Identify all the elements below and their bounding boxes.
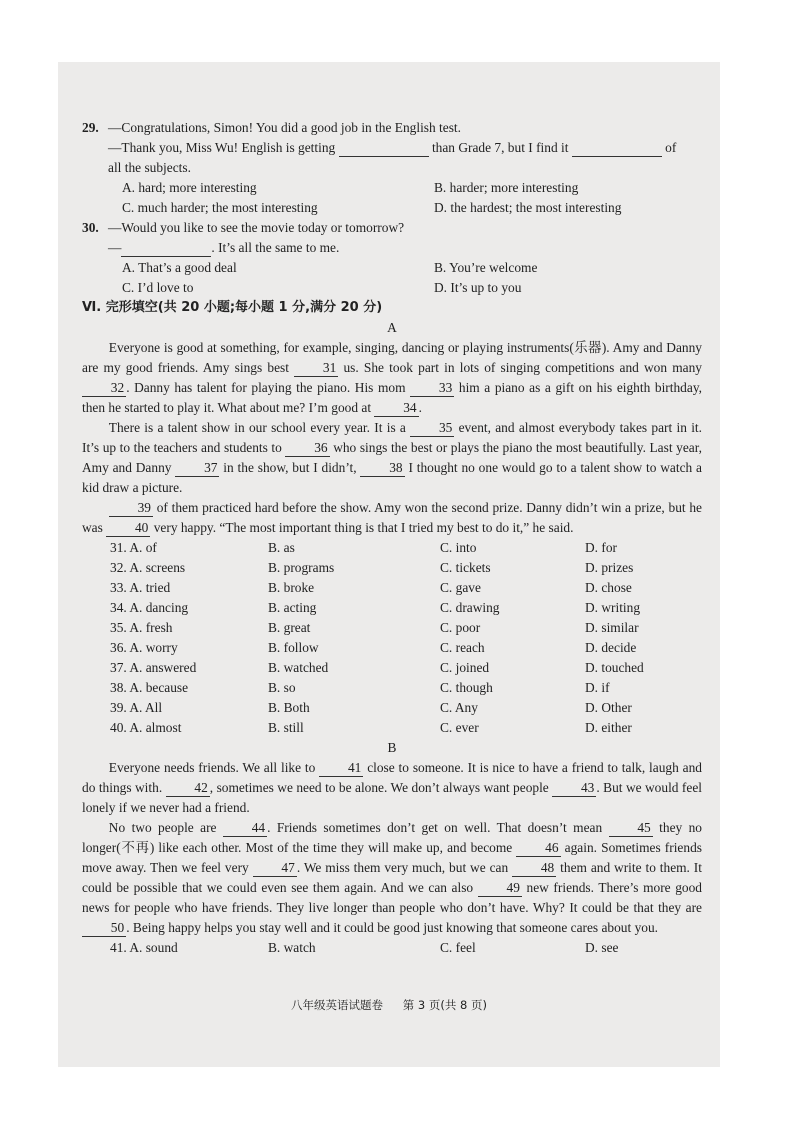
option-33-a[interactable]: 33. A. tried <box>110 580 171 595</box>
options-37 <box>82 658 702 678</box>
option-36-a[interactable]: 36. A. worry <box>110 640 178 655</box>
text-run: Everyone needs friends. We all like to <box>108 760 320 775</box>
text-run: him a piano as a gift on his eighth birthday, then he started to play it. What about me? I’m good at <box>82 380 702 415</box>
q30-blank <box>121 240 211 257</box>
q30-option-b[interactable]: B. You’re welcome <box>434 260 538 275</box>
text-run: Everyone is good at something, for example, singing, dancing or playing instruments(乐器). Amy and Danny are my good friends. Amy sings best <box>82 340 702 375</box>
text-run: I thought no one would go to a talent show to watch a kid draw a picture. <box>82 460 703 495</box>
option-40-b[interactable]: B. still <box>268 720 304 735</box>
blank-36[interactable]: 36 <box>285 440 329 457</box>
option-37-c[interactable]: C. joined <box>440 660 490 675</box>
option-40-d[interactable]: D. either <box>585 720 632 735</box>
blank-31[interactable]: 31 <box>294 360 338 377</box>
options-38 <box>82 678 702 698</box>
passage-a-p1 <box>82 338 702 418</box>
text-run: . Danny has talent for playing the piano. His mom <box>126 380 411 395</box>
option-37-b[interactable]: B. watched <box>268 660 329 675</box>
q30-prompt: —Would you like to see the movie today or tomorrow? <box>108 220 405 235</box>
option-31-d[interactable]: D. for <box>585 540 617 555</box>
section-title: Ⅵ. 完形填空(共 20 小题;每小题 1 分,满分 20 分) <box>82 300 383 315</box>
option-37-d[interactable]: D. touched <box>585 660 644 675</box>
options-31 <box>82 538 702 558</box>
options-33 <box>82 578 702 598</box>
option-35-c[interactable]: C. poor <box>440 620 481 635</box>
option-41-c[interactable]: C. feel <box>440 940 476 955</box>
passage-b-p2 <box>82 818 702 938</box>
blank-43[interactable]: 43 <box>552 780 596 797</box>
q29-option-a[interactable]: A. hard; more interesting <box>122 180 257 195</box>
option-33-c[interactable]: C. gave <box>440 580 481 595</box>
option-38-a[interactable]: 38. A. because <box>110 680 189 695</box>
option-34-b[interactable]: B. acting <box>268 600 317 615</box>
blank-38[interactable]: 38 <box>360 460 404 477</box>
option-36-b[interactable]: B. follow <box>268 640 319 655</box>
option-38-c[interactable]: C. though <box>440 680 493 695</box>
option-36-d[interactable]: D. decide <box>585 640 637 655</box>
q29-options-row1 <box>82 178 702 198</box>
option-35-a[interactable]: 35. A. fresh <box>110 620 173 635</box>
text-run: very happy. “The most important thing is that I tried my best to do it,” he said. <box>150 520 574 535</box>
q29-blank-2 <box>572 140 662 157</box>
text-run: of them practiced hard before the show. Amy won the second prize. Danny didn’t win a prize, but he was <box>82 500 702 535</box>
option-41-d[interactable]: D. see <box>585 940 619 955</box>
options-34 <box>82 598 702 618</box>
option-40-a[interactable]: 40. A. almost <box>110 720 182 735</box>
q29-option-c[interactable]: C. much harder; the most interesting <box>122 200 318 215</box>
blank-47[interactable]: 47 <box>253 860 297 877</box>
q29-number: 29. <box>82 120 99 135</box>
q30-reply: . It’s all the same to me. <box>211 240 340 255</box>
option-41-a[interactable]: 41. A. sound <box>110 940 178 955</box>
blank-44[interactable]: 44 <box>223 820 267 837</box>
q30-line2 <box>82 238 702 258</box>
text-run: them and write to them. It could be possible that we could even see them again. And we can also <box>82 860 702 895</box>
text-run: . But we would feel lonely if we never had a friend. <box>82 780 702 815</box>
option-32-a[interactable]: 32. A. screens <box>110 560 186 575</box>
option-38-d[interactable]: D. if <box>585 680 610 695</box>
blank-39[interactable]: 39 <box>109 500 153 517</box>
option-31-c[interactable]: C. into <box>440 540 477 555</box>
option-35-b[interactable]: B. great <box>268 620 311 635</box>
footer-page-number: 第 3 页(共 8 页) <box>402 998 487 1012</box>
q30-option-c[interactable]: C. I’d love to <box>122 280 194 295</box>
q30-option-d[interactable]: D. It’s up to you <box>434 280 522 295</box>
text-run: again. Sometimes friends move away. Then we feel very <box>82 840 702 875</box>
blank-41[interactable]: 41 <box>319 760 363 777</box>
text-run: No two people are <box>108 820 223 835</box>
option-39-c[interactable]: C. Any <box>440 700 478 715</box>
option-39-b[interactable]: B. Both <box>268 700 310 715</box>
text-run: . <box>418 400 422 415</box>
footer-title: 八年级英语试题卷 <box>291 998 384 1012</box>
option-31-b[interactable]: B. as <box>268 540 295 555</box>
options-40 <box>82 718 702 738</box>
blank-40[interactable]: 40 <box>106 520 150 537</box>
passage-a-p3 <box>82 498 702 538</box>
q29-line1 <box>82 118 702 138</box>
option-32-c[interactable]: C. tickets <box>440 560 491 575</box>
passage-b-p1 <box>82 758 702 818</box>
option-35-d[interactable]: D. similar <box>585 620 639 635</box>
option-40-c[interactable]: C. ever <box>440 720 479 735</box>
option-36-c[interactable]: C. reach <box>440 640 485 655</box>
option-37-a[interactable]: 37. A. answered <box>110 660 197 675</box>
q30-number: 30. <box>82 220 99 235</box>
blank-37[interactable]: 37 <box>175 460 219 477</box>
option-33-d[interactable]: D. chose <box>585 580 632 595</box>
q30-line1 <box>82 218 702 238</box>
text-run: , sometimes we need to be alone. We don’t always want people <box>209 780 553 795</box>
text-run: new friends. There’s more good news for people who have friends. They live longer than people who don’t have. Why? It could be that they are <box>82 880 702 915</box>
text-run: who sings the best or plays the piano the most beautifully. Last year, Amy and Danny <box>82 440 702 475</box>
q30-dash: — <box>108 240 122 255</box>
option-32-d[interactable]: D. prizes <box>585 560 634 575</box>
option-41-b[interactable]: B. watch <box>268 940 316 955</box>
passage-a-p2 <box>82 418 702 498</box>
option-34-a[interactable]: 34. A. dancing <box>110 600 189 615</box>
option-34-c[interactable]: C. drawing <box>440 600 500 615</box>
blank-46[interactable]: 46 <box>516 840 560 857</box>
options-41 <box>82 938 702 958</box>
blank-49[interactable]: 49 <box>478 880 522 897</box>
q29-option-b[interactable]: B. harder; more interesting <box>434 180 579 195</box>
option-31-a[interactable]: 31. A. of <box>110 540 157 555</box>
text-run: event, and almost everybody takes part in it. It’s up to the teachers and students to <box>82 420 702 455</box>
option-39-a[interactable]: 39. A. All <box>110 700 163 715</box>
text-run: in the show, but I didn’t, <box>219 460 361 475</box>
option-32-b[interactable]: B. programs <box>268 560 335 575</box>
passage-a-label: A <box>387 320 397 335</box>
q30-options-row2 <box>82 278 702 298</box>
option-38-b[interactable]: B. so <box>268 680 296 695</box>
q29-reply-a: —Thank you, Miss Wu! English is getting <box>108 140 336 155</box>
text-run: us. She took part in lots of singing competitions and won many <box>338 360 702 375</box>
text-run: . We miss them very much, but we can <box>296 860 513 875</box>
blank-42[interactable]: 42 <box>166 780 210 797</box>
text-run: . Friends sometimes don’t get on well. That doesn’t mean <box>267 820 609 835</box>
options-35 <box>82 618 702 638</box>
options-39 <box>82 698 702 718</box>
text-run: . Being happy helps you stay well and it could be good just knowing that someone cares about you. <box>126 920 659 935</box>
page-footer <box>58 995 720 1015</box>
text-run: close to someone. It is nice to have a friend to talk, laugh and do things with. <box>82 760 702 795</box>
blank-34[interactable]: 34 <box>374 400 418 417</box>
blank-35[interactable]: 35 <box>410 420 454 437</box>
text-run: they no longer(不再) like each other. Most of the time they will make up, and become <box>82 820 702 855</box>
q29-line2 <box>82 138 702 158</box>
option-39-d[interactable]: D. Other <box>585 700 632 715</box>
q30-option-a[interactable]: A. That’s a good deal <box>122 260 237 275</box>
q29-prompt: —Congratulations, Simon! You did a good job in the English test. <box>108 120 461 135</box>
blank-50[interactable]: 50 <box>82 920 126 937</box>
blank-33[interactable]: 33 <box>410 380 454 397</box>
q29-line3: all the subjects. <box>108 160 191 175</box>
options-32 <box>82 558 702 578</box>
q30-options-row1 <box>82 258 702 278</box>
text-run: There is a talent show in our school every year. It is a <box>108 420 411 435</box>
q29-options-row2 <box>82 198 702 218</box>
option-33-b[interactable]: B. broke <box>268 580 315 595</box>
blank-32[interactable]: 32 <box>82 380 126 397</box>
options-36 <box>82 638 702 658</box>
q29-reply-b: than Grade 7, but I find it <box>431 140 569 155</box>
q29-blank-1 <box>339 140 429 157</box>
passage-b-label: B <box>387 740 397 755</box>
q29-option-d[interactable]: D. the hardest; the most interesting <box>434 200 622 215</box>
blank-48[interactable]: 48 <box>512 860 556 877</box>
exam-page <box>58 62 720 1067</box>
q29-reply-c: of <box>665 140 677 155</box>
blank-45[interactable]: 45 <box>609 820 653 837</box>
options-a-grid <box>82 538 702 738</box>
option-34-d[interactable]: D. writing <box>585 600 641 615</box>
